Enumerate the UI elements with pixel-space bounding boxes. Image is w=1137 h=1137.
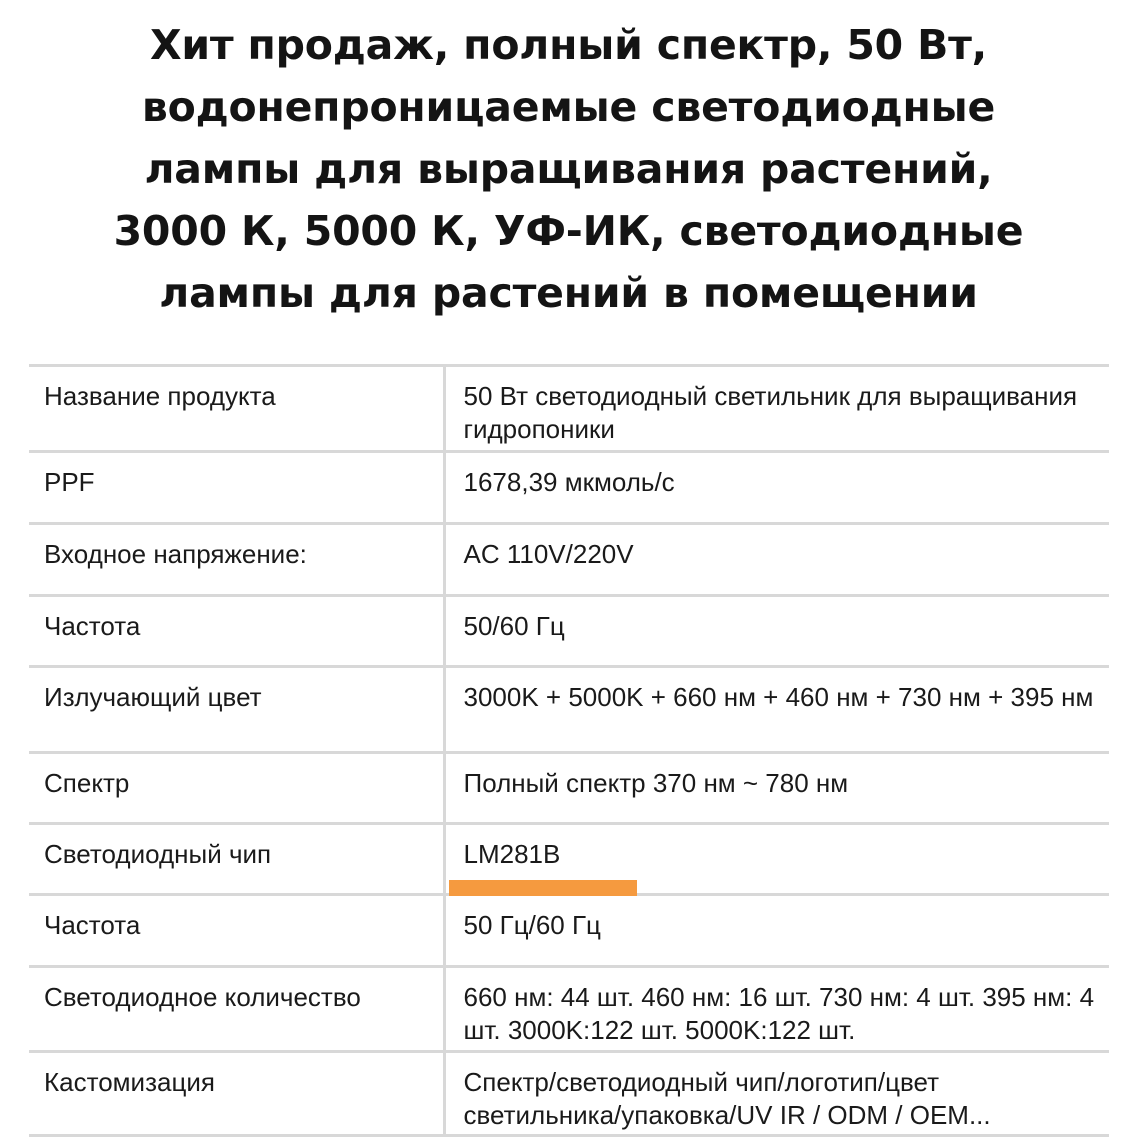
title-line-2: водонепроницаемые светодиодные [141, 83, 996, 131]
table-row [29, 524, 1109, 596]
table-row [29, 895, 1109, 967]
title-line-5: лампы для растений в помещении [159, 269, 978, 317]
spec-label: Спектр [29, 753, 444, 824]
title-line-3: лампы для выращивания растений, [144, 145, 993, 193]
spec-value: 3000K + 5000K + 660 нм + 460 нм + 730 нм + 395 нм [444, 667, 1109, 753]
spec-label: Светодиодный чип [29, 824, 444, 895]
spec-value: 50 Вт светодиодный светильник для выращивания гидропоники [444, 366, 1109, 452]
spec-value: 660 нм: 44 шт. 460 нм: 16 шт. 730 нм: 4 шт. 395 нм: 4 шт. 3000K:122 шт. 5000K:122 шт. [444, 967, 1109, 1052]
title-line-1: Хит продаж, полный спектр, 50 Вт, [149, 21, 988, 69]
spec-value: 1678,39 мкмоль/с [444, 452, 1109, 524]
spec-label: Излучающий цвет [29, 667, 444, 753]
table-row [29, 753, 1109, 824]
chip-value: LM281B [463, 839, 561, 869]
spec-label: Частота [29, 895, 444, 967]
spec-label: Частота [29, 596, 444, 667]
table-row [29, 596, 1109, 667]
table-row [29, 366, 1109, 452]
spec-value-highlighted [444, 824, 1109, 895]
table-row [29, 967, 1109, 1052]
spec-value: 50/60 Гц [444, 596, 1109, 667]
spec-label: Входное напряжение: [29, 524, 444, 596]
spec-value: 50 Гц/60 Гц [444, 895, 1109, 967]
spec-value: AC 110V/220V [444, 524, 1109, 596]
spec-value: Спектр/светодиодный чип/логотип/цвет светильника/упаковка/UV IR / ODM / OEM... [444, 1052, 1109, 1136]
page-title [0, 14, 1137, 324]
title-line-4: 3000 К, 5000 К, УФ-ИК, светодиодные [113, 207, 1024, 255]
spec-label: Кастомизация [29, 1052, 444, 1136]
spec-table [29, 364, 1109, 1137]
table-row [29, 824, 1109, 895]
spec-label: Светодиодное количество [29, 967, 444, 1052]
spec-value: Полный спектр 370 нм ~ 780 нм [444, 753, 1109, 824]
spec-label: Название продукта [29, 366, 444, 452]
table-row [29, 1052, 1109, 1136]
table-row [29, 452, 1109, 524]
table-row [29, 667, 1109, 753]
spec-label: PPF [29, 452, 444, 524]
